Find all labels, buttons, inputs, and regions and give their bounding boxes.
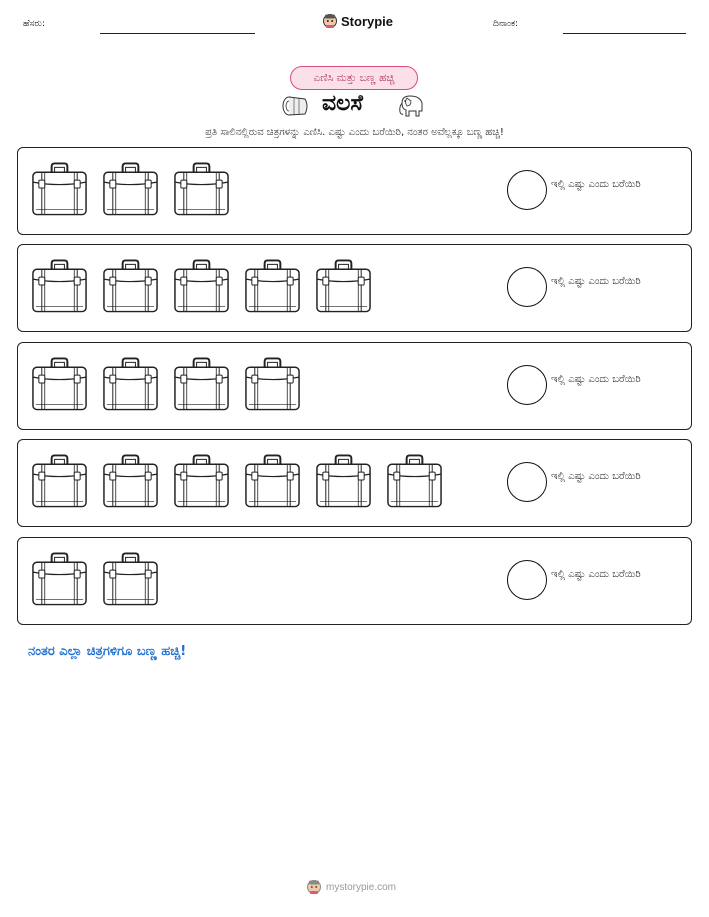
count-row <box>17 342 692 430</box>
footer-url[interactable]: mystorypie.com <box>326 881 397 893</box>
answer-circle[interactable] <box>507 267 547 307</box>
suitcase-icon <box>243 452 302 514</box>
instruction-text: ಪ್ರತಿ ಸಾಲಿನಲ್ಲಿರುವ ಚಿತ್ರಗಳನ್ನು ಎಣಿಸಿ. ಎಷ್ಟು ಎಂದು ಬರೆಯಿರಿ, ನಂತರ ಅವೆಲ್ಲಕ್ಕೂ ಬಣ್ಣ ಹಚ್ಚಿ! <box>205 127 504 138</box>
count-row <box>17 147 692 235</box>
elephant-icon <box>396 93 428 119</box>
answer-label: ಇಲ್ಲಿ ಎಷ್ಟು ಎಂದು ಬರೆಯಿರಿ <box>551 374 641 385</box>
name-label: ಹೆಸರು: <box>23 19 46 29</box>
suitcase-icon <box>243 257 302 319</box>
count-row <box>17 244 692 332</box>
suitcase-icon <box>30 160 89 222</box>
brand-logo <box>322 13 393 29</box>
suitcase-icon <box>101 355 160 417</box>
item-group <box>30 257 373 319</box>
footer-note: ನಂತರ ಎಲ್ಲಾ ಚಿತ್ರಗಳಿಗೂ ಬಣ್ಣ ಹಚ್ಚಿ! <box>28 644 187 659</box>
worksheet-title: ವಲಸೆ <box>322 91 363 116</box>
suitcase-icon <box>30 550 89 612</box>
suitcase-icon <box>101 160 160 222</box>
count-row <box>17 439 692 527</box>
suitcase-icon <box>30 452 89 514</box>
item-group <box>30 452 444 514</box>
activity-badge: ಎಣಿಸಿ ಮತ್ತು ಬಣ್ಣ ಹಚ್ಚಿ <box>290 66 418 90</box>
item-group <box>30 550 160 612</box>
suitcase-icon <box>243 355 302 417</box>
answer-label: ಇಲ್ಲಿ ಎಷ್ಟು ಎಂದು ಬರೆಯಿರಿ <box>551 471 641 482</box>
answer-label: ಇಲ್ಲಿ ಎಷ್ಟು ಎಂದು ಬರೆಯಿರಿ <box>551 179 641 190</box>
brand-name: Storypie <box>341 13 394 29</box>
answer-label: ಇಲ್ಲಿ ಎಷ್ಟು ಎಂದು ಬರೆಯಿರಿ <box>551 569 641 580</box>
item-group <box>30 355 302 417</box>
suitcase-icon <box>101 257 160 319</box>
date-label: ದಿನಾಂಕ: <box>493 19 519 29</box>
item-group <box>30 160 231 222</box>
suitcase-icon <box>314 257 373 319</box>
name-line[interactable] <box>100 33 255 34</box>
answer-circle[interactable] <box>507 462 547 502</box>
suitcase-icon <box>30 355 89 417</box>
answer-label: ಇಲ್ಲಿ ಎಷ್ಟು ಎಂದು ಬರೆಯಿರಿ <box>551 276 641 287</box>
suitcase-icon <box>101 550 160 612</box>
answer-circle[interactable] <box>507 365 547 405</box>
storypie-mascot-icon <box>306 879 322 895</box>
suitcase-icon <box>172 452 231 514</box>
answer-circle[interactable] <box>507 560 547 600</box>
count-row <box>17 537 692 625</box>
date-line[interactable] <box>563 33 686 34</box>
suitcase-icon <box>172 257 231 319</box>
rolled-mat-icon <box>281 95 311 117</box>
answer-circle[interactable] <box>507 170 547 210</box>
suitcase-icon <box>172 355 231 417</box>
suitcase-icon <box>314 452 373 514</box>
footer-brand <box>306 879 396 895</box>
storypie-mascot-icon <box>322 13 338 29</box>
suitcase-icon <box>101 452 160 514</box>
suitcase-icon <box>385 452 444 514</box>
suitcase-icon <box>30 257 89 319</box>
suitcase-icon <box>172 160 231 222</box>
